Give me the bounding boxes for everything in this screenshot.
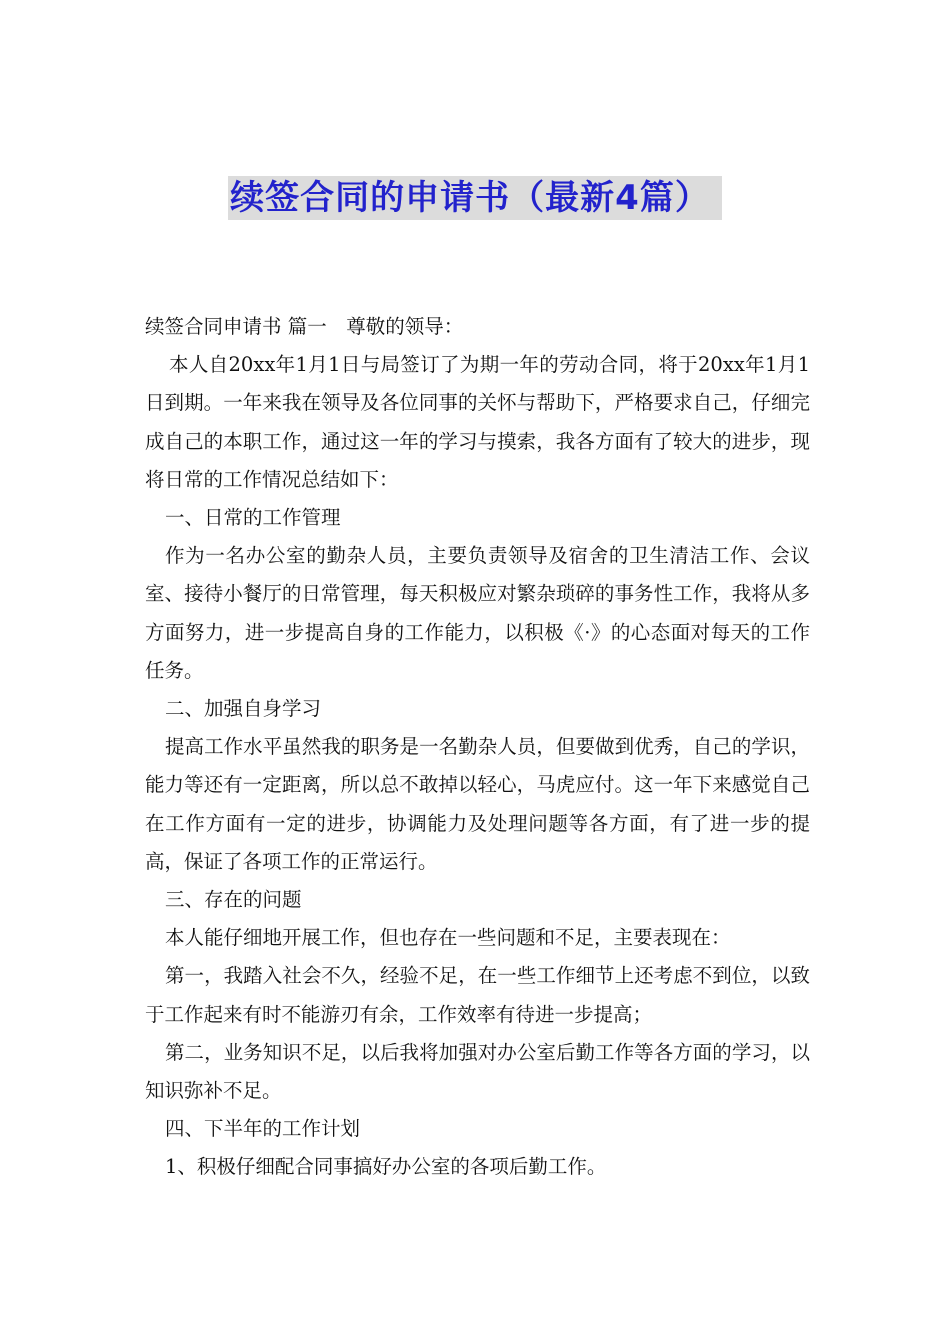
paragraph-intro: 本人自20xx年1月1日与局签订了为期一年的劳动合同，将于20xx年1月1日到期。一年来我在领导及各位同事的关怀与帮助下，严格要求自己，仔细完成自己的本职工作，通过这一年的学习与摸索，我各方面有了较大的进步，现将日常的工作情况总结如下： — [145, 353, 810, 491]
paragraph-issue-1: 第一，我踏入社会不久，经验不足，在一些工作细节上还考虑不到位，以致于工作起来有时不能游刃有余，工作效率有待进一步提高； — [145, 964, 810, 1026]
section-heading-4: 四、下半年的工作计划 — [165, 1117, 361, 1141]
paragraph-salutation: 续签合同申请书 篇一 尊敬的领导： — [145, 315, 464, 338]
paragraph-section-2: 提高工作水平虽然我的职务是一名勤杂人员，但要做到优秀，自己的学识，能力等还有一定距离，所以总不敢掉以轻心，马虎应付。这一年下来感觉自己在工作方面有一定的进步，协调能力及处理问题等各方面，有了进一步的提高，保证了各项工作的正常运行。 — [145, 735, 810, 873]
title-wrapper — [0, 176, 950, 220]
document-title: 续签合同的申请书（最新4篇） — [228, 176, 722, 220]
section-heading-3: 三、存在的问题 — [165, 888, 302, 912]
section-heading-2: 二、加强自身学习 — [165, 697, 322, 721]
paragraph-section-3: 本人能仔细地开展工作，但也存在一些问题和不足，主要表现在： — [165, 926, 731, 950]
section-heading-1: 一、日常的工作管理 — [165, 506, 341, 530]
paragraph-issue-2: 第二，业务知识不足，以后我将加强对办公室后勤工作等各方面的学习，以知识弥补不足。 — [145, 1040, 810, 1103]
document-body — [145, 308, 810, 1187]
paragraph-section-1: 作为一名办公室的勤杂人员，主要负责领导及宿舍的卫生清洁工作、会议室、接待小餐厅的日常管理，每天积极应对繁杂琐碎的事务性工作，我将从多方面努力，进一步提高自身的工作能力，以积极《·》的心态面对每天的工作任务。 — [145, 544, 810, 682]
paragraph-plan-1: 1、积极仔细配合同事搞好办公室的各项后勤工作。 — [165, 1155, 607, 1179]
